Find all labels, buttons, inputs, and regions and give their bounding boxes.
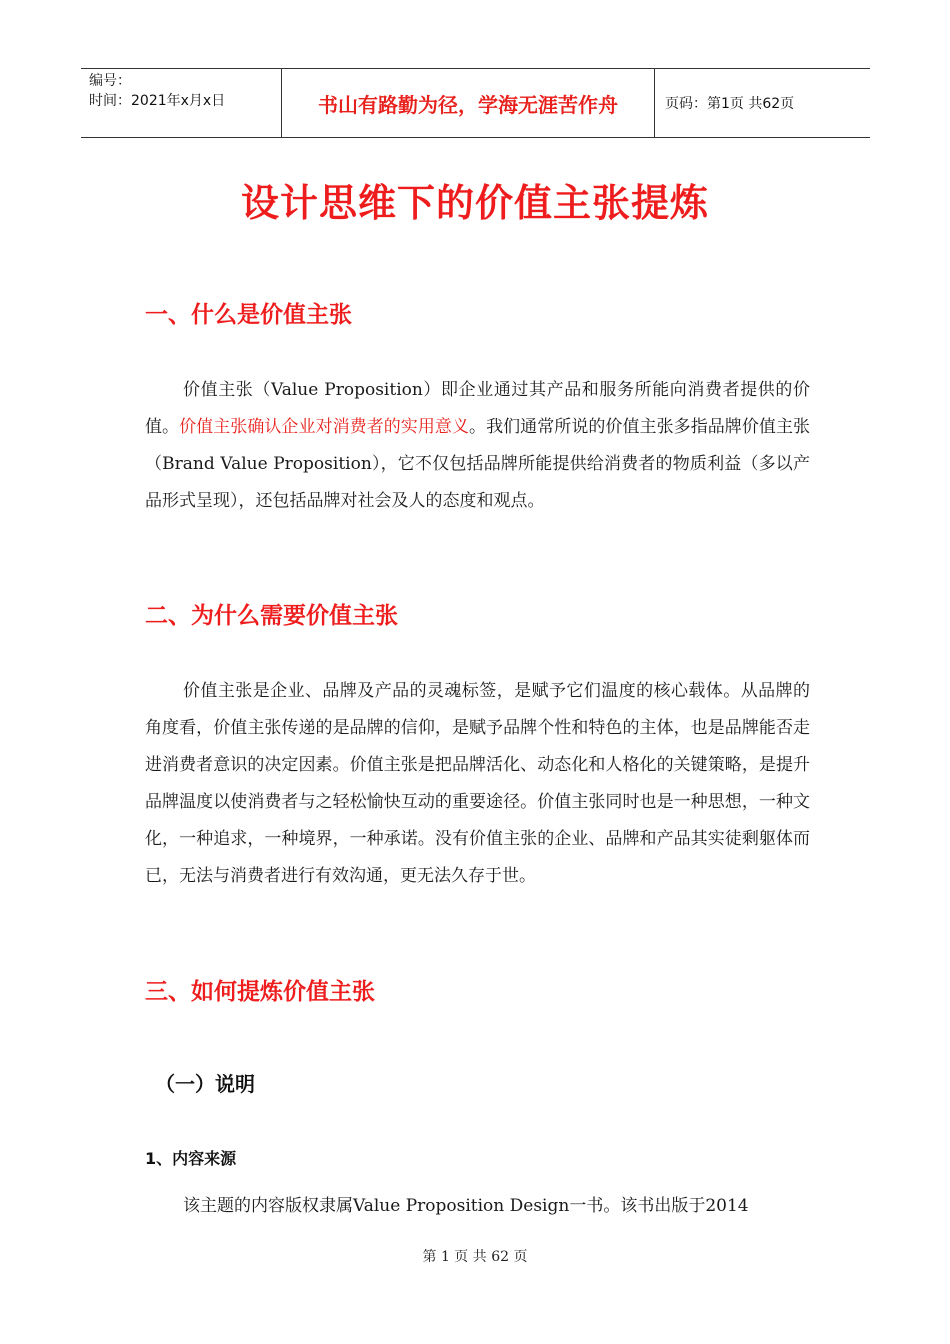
date-label: 时间：2021年x月x日 <box>89 93 226 109</box>
serial-number-label: 编号： <box>89 73 131 89</box>
header-table <box>81 68 870 138</box>
highlighted-text: 价值主张确认企业对消费者的实用意义 <box>179 417 470 437</box>
paragraph-text: 价值主张（Value Proposition）即企业通过其产品和服务所能向消费者提供的价值。 <box>145 380 810 437</box>
paragraph-text: 。我们通常所说的价值主张多指品牌价值主张（Brand Value Proposition），它不仅包括品牌所能提供给消费者的物质利益（多以产品形式呈现），还包括品牌对社会及人的态度和观点。 <box>145 417 811 511</box>
document-title: 设计思维下的价值主张提炼 <box>240 181 709 225</box>
item-heading: 1、内容来源 <box>145 1149 237 1168</box>
page-footer: 第 1 页 共 62 页 <box>422 1249 528 1265</box>
header-page-info: 页码：第1页 共62页 <box>665 96 795 112</box>
header-motto: 书山有路勤为径，学海无涯苦作舟 <box>282 69 655 137</box>
section-heading-1: 一、什么是价值主张 <box>145 302 352 328</box>
section-2-paragraph: 价值主张是企业、品牌及产品的灵魂标签，是赋予它们温度的核心载体。从品牌的角度看，价值主张传递的是品牌的信仰，是赋予品牌个性和特色的主体，也是品牌能否走进消费者意识的决定因素。价值主张是把品牌活化、动态化和人格化的关键策略，是提升品牌温度以使消费者与之轻松愉快互动的重要途径。价值主张同时也是一种思想，一种文化，一种追求，一种境界，一种承诺。没有价值主张的企业、品牌和产品其实徒剩躯体而已，无法与消费者进行有效沟通，更无法久存于世。 <box>145 681 810 886</box>
subsection-heading: （一）说明 <box>155 1072 255 1096</box>
section-heading-2: 二、为什么需要价值主张 <box>145 603 398 629</box>
section-1-paragraph <box>145 372 810 520</box>
header-meta-cell <box>81 69 282 137</box>
section-heading-3: 三、如何提炼价值主张 <box>145 979 375 1005</box>
section-3-paragraph: 该主题的内容版权隶属Value Proposition Design一书。该书出版于2014 <box>183 1196 749 1216</box>
